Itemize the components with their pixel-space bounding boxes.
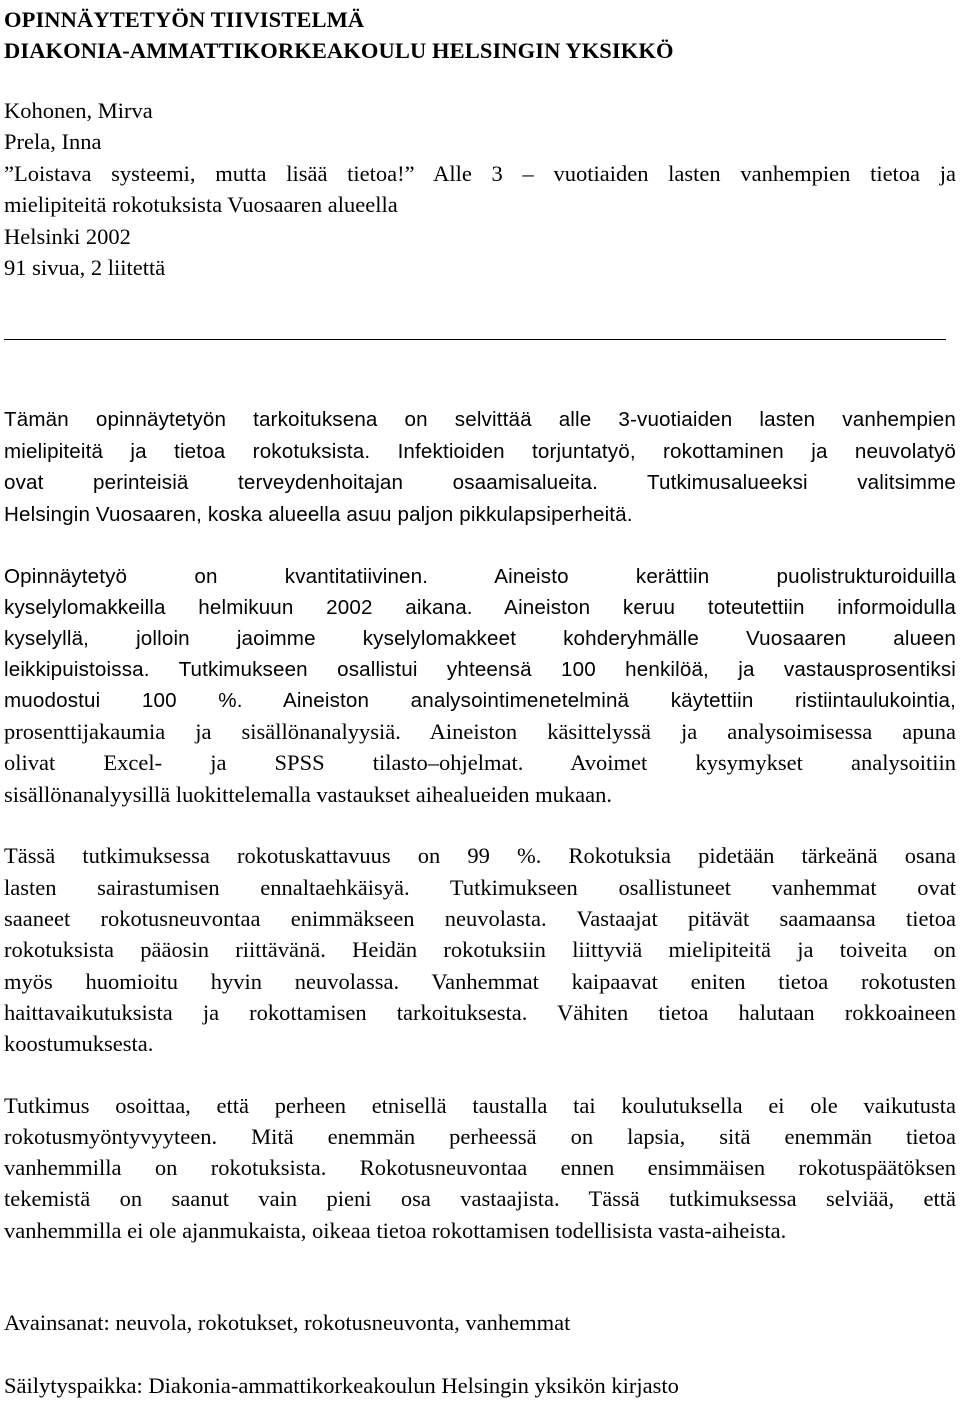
abstract-line: Tutkimus osoittaa, että perheen etnisellä taustalla tai koulutuksella ei ole vaikutusta [4, 1093, 956, 1118]
abstract-line: kyselylomakkeilla helmikuun 2002 aikana. Aineiston keruu toteutettiin informoidulla [4, 596, 956, 619]
abstract-line: Tässä tutkimuksessa rokotuskattavuus on 99 %. Rokotuksia pidetään tärkeänä osana [4, 843, 956, 868]
work-title-line: mielipiteitä rokotuksista Vuosaaren alueella [4, 192, 398, 217]
work-title-line: ”Loistava systeemi, mutta lisää tietoa!” Alle 3 – vuotiaiden lasten vanhempien tietoa ja [4, 161, 956, 186]
abstract-line: kyselyllä, jolloin jaoimme kyselylomakkeet kohderyhmälle Vuosaaren alueen [4, 627, 956, 650]
document-title: OPINNÄYTETYÖN TIIVISTELMÄ [4, 7, 365, 32]
abstract-line: lasten sairastumisen ennaltaehkäisyä. Tutkimukseen osallistuneet vanhemmat ovat [4, 875, 956, 900]
abstract-line: mielipiteitä ja tietoa rokotuksista. Infektioiden torjuntatyö, rokottaminen ja neuvolatyö [4, 440, 956, 463]
abstract-line: muodostui 100 %. Aineiston analysointimenetelminä käytettiin ristiintaulukointia, [4, 689, 956, 712]
storage-location: Säilytyspaikka: Diakonia-ammattikorkeakoulun Helsingin yksikön kirjasto [4, 1373, 679, 1398]
abstract-line: haittavaikutuksista ja rokottamisen tarkoituksesta. Vähiten tietoa halutaan rokkoaineen [4, 1000, 956, 1025]
abstract-line: tekemistä on saanut vain pieni osa vastaajista. Tässä tutkimuksessa selviää, että [4, 1186, 956, 1211]
abstract-line: sisällönanalyysillä luokittelemalla vastaukset aihealueiden mukaan. [4, 782, 612, 807]
abstract-line: rokotuksista pääosin riittävänä. Heidän rokotuksiin liittyviä mielipiteitä ja toiveita on [4, 937, 956, 962]
abstract-line: vanhemmilla ei ole ajanmukaista, oikeaa tietoa rokottamisen todellisista vasta-aiheista. [4, 1218, 787, 1243]
author-name: Prela, Inna [4, 129, 102, 154]
keywords: Avainsanat: neuvola, rokotukset, rokotusneuvonta, vanhemmat [4, 1310, 571, 1335]
abstract-line: myös huomioitu hyvin neuvolassa. Vanhemmat kaipaavat eniten tietoa rokotusten [4, 969, 956, 994]
separator-rule [4, 339, 946, 340]
abstract-line: vanhemmilla on rokotuksista. Rokotusneuvontaa ennen ensimmäisen rokotuspäätöksen [4, 1155, 956, 1180]
abstract-line: saaneet rokotusneuvontaa enimmäkseen neuvolasta. Vastaajat pitävät saamaansa tietoa [4, 906, 956, 931]
abstract-line: olivat Excel- ja SPSS tilasto–ohjelmat. Avoimet kysymykset analysoitiin [4, 750, 956, 775]
abstract-line: prosenttijakaumia ja sisällönanalyysiä. Aineiston käsittelyssä ja analysoimisessa apuna [4, 719, 956, 744]
abstract-line: rokotusmyöntyvyyteen. Mitä enemmän perheessä on lapsia, sitä enemmän tietoa [4, 1124, 956, 1149]
abstract-line: Tämän opinnäytetyön tarkoituksena on selvittää alle 3-vuotiaiden lasten vanhempien [4, 408, 956, 431]
place-year: Helsinki 2002 [4, 224, 131, 249]
abstract-line: Opinnäytetyö on kvantitatiivinen. Aineisto kerättiin puolistrukturoiduilla [4, 565, 956, 588]
abstract-line: leikkipuistoissa. Tutkimukseen osallistui yhteensä 100 henkilöä, ja vastausprosentiksi [4, 658, 956, 681]
author-name: Kohonen, Mirva [4, 98, 153, 123]
abstract-line: ovat perinteisiä terveydenhoitajan osaamisalueita. Tutkimusalueeksi valitsimme [4, 471, 956, 494]
page-count: 91 sivua, 2 liitettä [4, 255, 166, 280]
abstract-line: koostumuksesta. [4, 1031, 154, 1056]
institution-title: DIAKONIA-AMMATTIKORKEAKOULU HELSINGIN YKSIKKÖ [4, 38, 674, 63]
abstract-line: Helsingin Vuosaaren, koska alueella asuu paljon pikkulapsiperheitä. [4, 503, 633, 526]
